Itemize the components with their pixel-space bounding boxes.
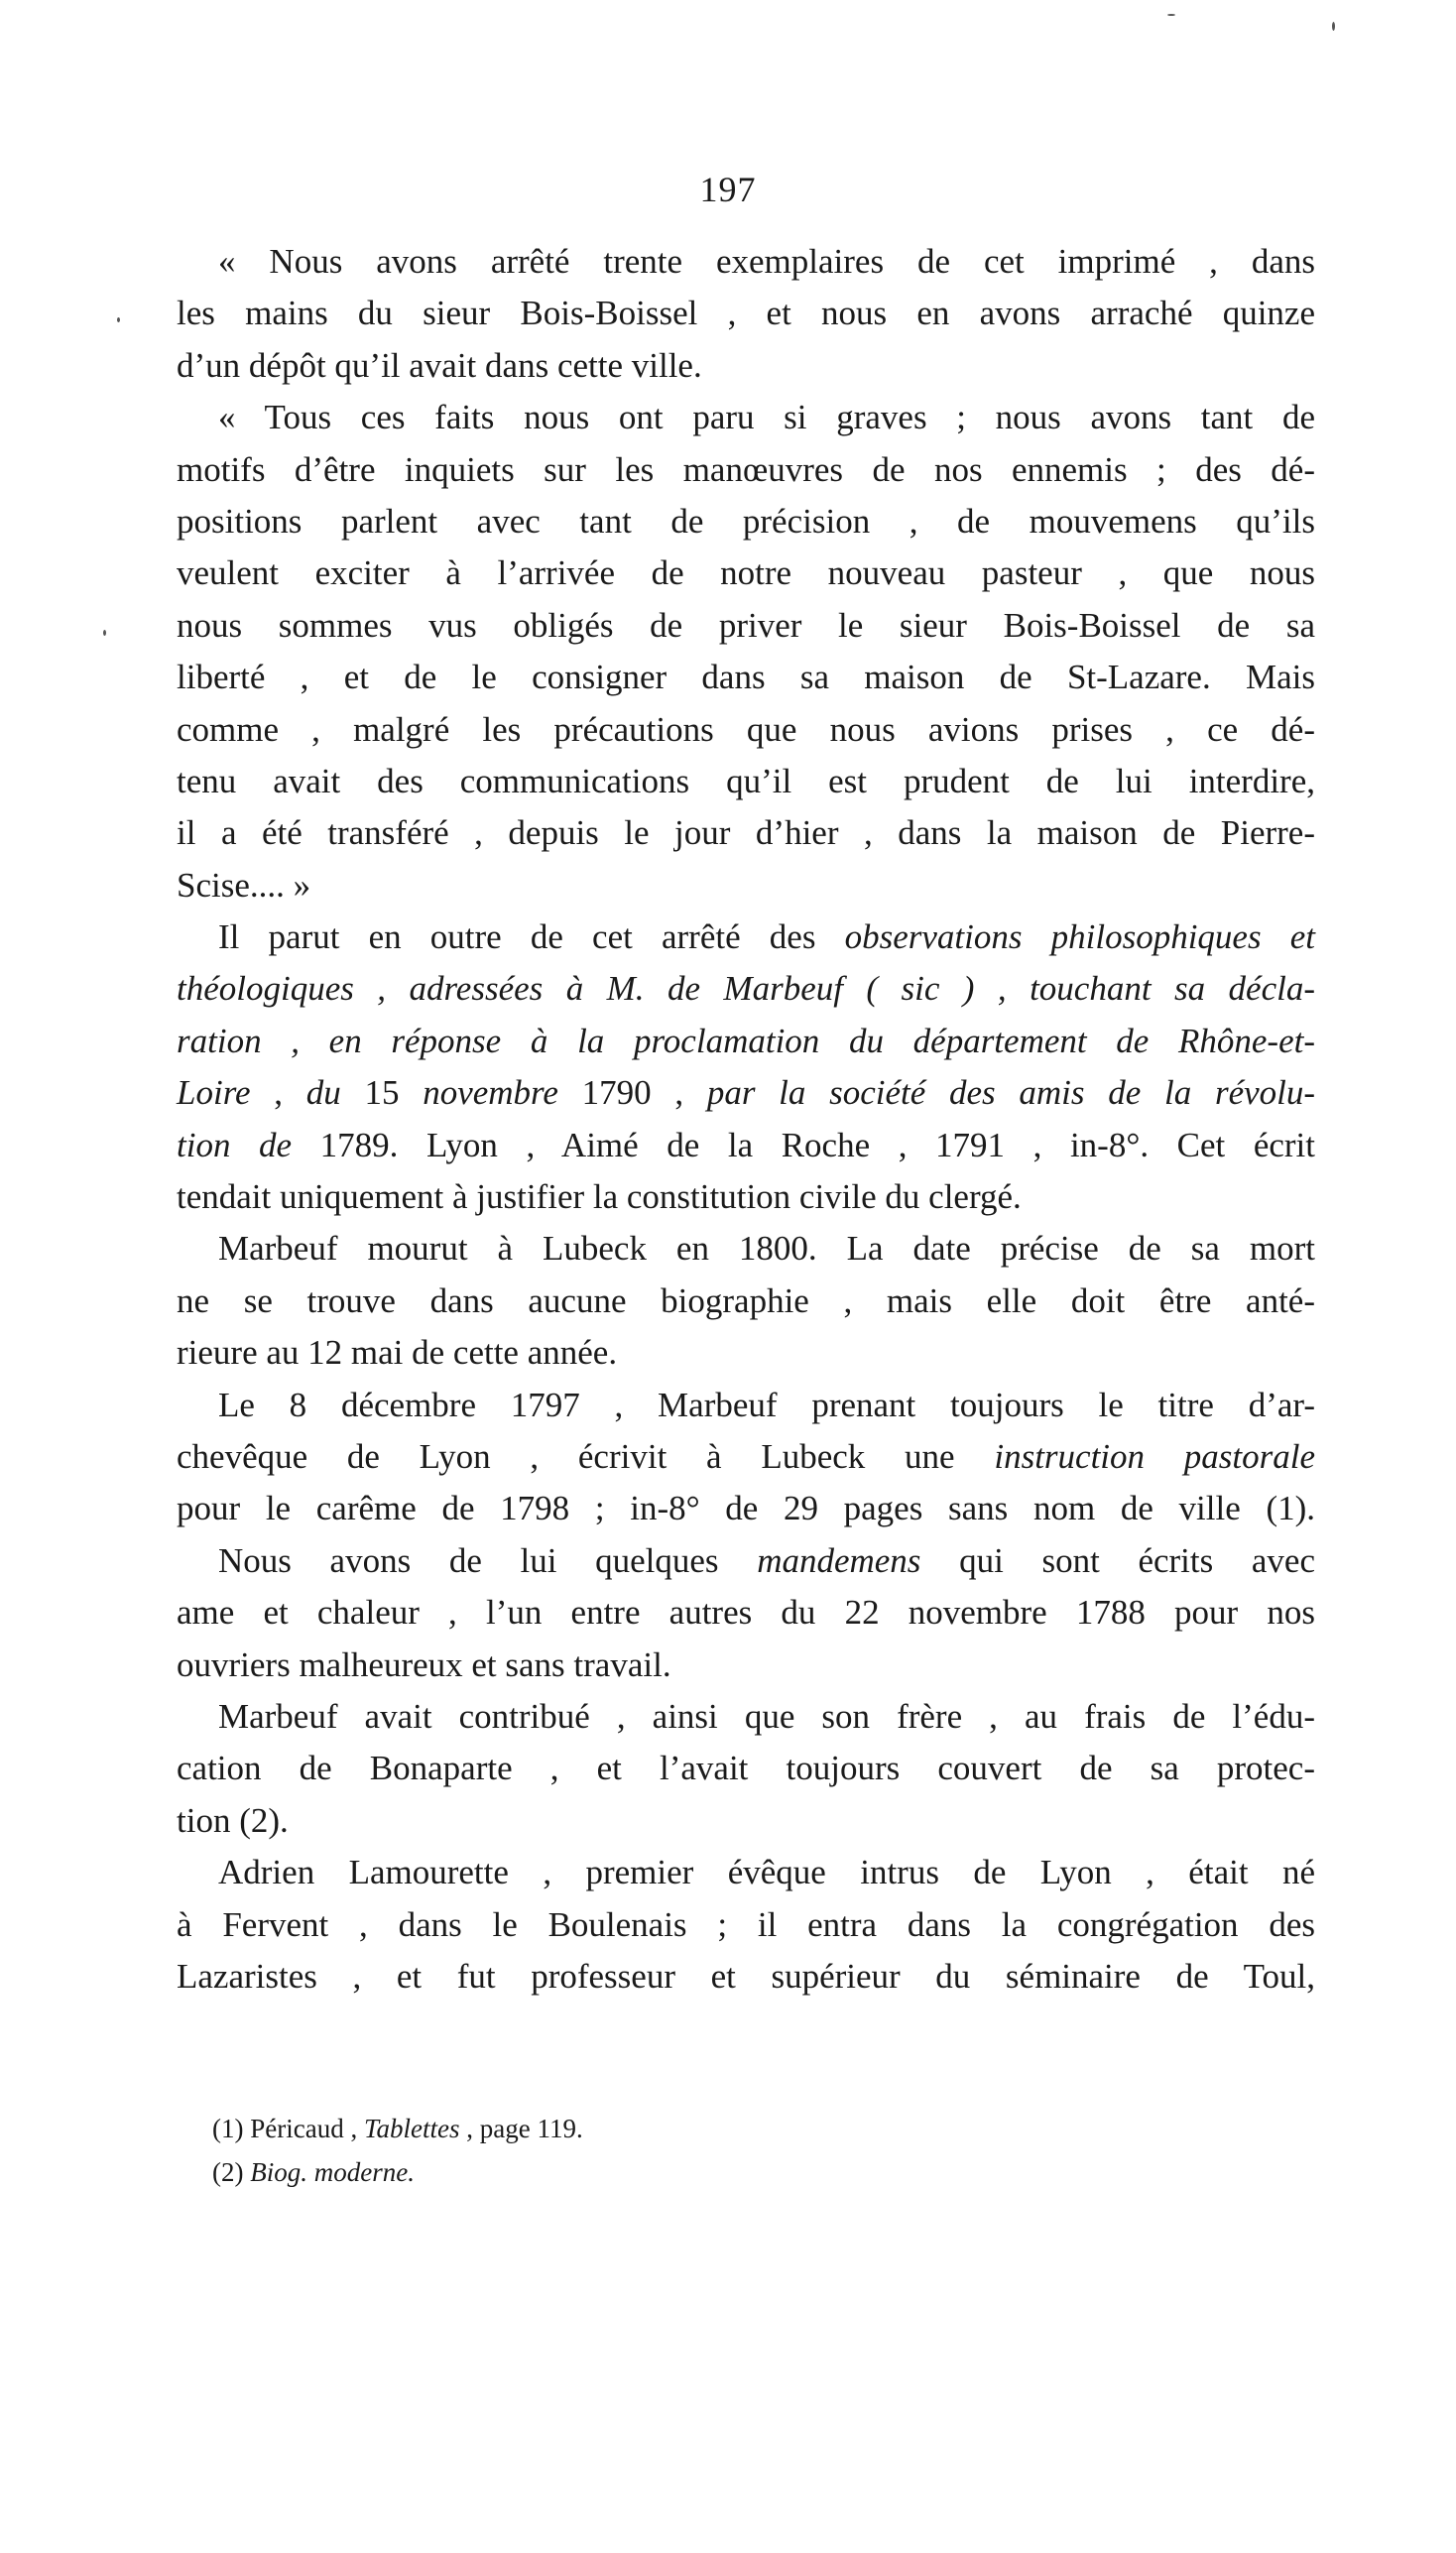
text-run: liberté , et de le consigner dans sa maison de St-Lazare. Mais [177,658,1315,697]
italic-text: du [305,1073,341,1113]
italic-text: par la société des amis de la révolu- [706,1073,1316,1113]
print-speck [1332,22,1335,31]
text-line [177,496,1315,547]
text-line [177,1380,1315,1431]
text-line [177,652,1315,703]
text-run: les mains du sieur Bois-Boissel , et nous en avons arraché quinze [177,294,1315,333]
footnotes [212,2107,1264,2194]
text-run: tion (2). [177,1800,289,1840]
text-line [177,547,1315,599]
text-line [177,860,1315,912]
body-text [177,236,1315,2003]
text-run: comme , malgré les précautions que nous avions prises , ce dé- [177,709,1315,749]
text-line [177,963,1315,1015]
text-run: , page 119. [459,2114,583,2143]
text-line [177,1587,1315,1639]
text-line [177,600,1315,652]
text-run: Scise.... » [177,865,311,905]
text-run: Marbeuf mourut à Lubeck en 1800. La date précise de sa mort [218,1229,1315,1269]
text-line [177,1016,1315,1067]
text-line [177,1795,1315,1847]
text-run: à Fervent , dans le Boulenais ; il entra dans la congrégation des [177,1904,1315,1944]
text-run: positions parlent avec tant de précision , de mouvemens qu’ils [177,501,1315,541]
text-run: Lazaristes , et fut professeur et supérieur du séminaire de Toul, [177,1956,1315,1996]
text-run: veulent exciter à l’arrivée de notre nouveau pasteur , que nous [177,553,1315,593]
text-run: cation de Bonaparte , et l’avait toujours couvert de sa protec- [177,1749,1315,1788]
text-run: qui sont écrits avec [920,1540,1315,1580]
italic-text: mandemens [757,1540,921,1580]
italic-text: observations philosophiques et [844,917,1315,957]
text-run: il a été transféré , depuis le jour d’hier , dans la maison de Pierre- [177,813,1315,853]
text-run: (2) [212,2157,251,2187]
text-line [177,1431,1315,1483]
text-run: (1) Péricaud , [212,2114,364,2143]
text-run: , [250,1073,306,1113]
text-line [177,288,1315,339]
text-run: Il parut en outre de cet arrêté des [218,917,845,957]
text-run: Le 8 décembre 1797 , Marbeuf prenant toujours le titre d’ar- [218,1385,1315,1424]
text-line [177,340,1315,392]
italic-text: ration , en réponse à la proclamation du département de Rhône-et- [177,1021,1315,1060]
text-line [177,1223,1315,1275]
text-run: ouvriers malheureux et sans travail. [177,1644,671,1684]
text-run: 15 [340,1073,424,1113]
text-line [177,1120,1315,1171]
print-speck [117,317,120,322]
text-run: Nous avons de lui quelques [218,1540,758,1580]
text-run: motifs d’être inquiets sur les manœuvres de nos ennemis ; des dé- [177,449,1315,489]
italic-text: instruction pastorale [994,1436,1315,1476]
text-line [177,1327,1315,1379]
italic-text: théologiques , adressées à M. de Marbeuf ( sic ) , touchant sa décla- [177,969,1315,1009]
italic-text: Biog. moderne. [250,2157,415,2187]
text-line [177,1483,1315,1534]
print-speck [1167,14,1175,16]
footnote [212,2107,1264,2150]
page-number: 197 [699,170,757,209]
italic-text: tion de [177,1125,293,1164]
text-run: « Tous ces faits nous ont paru si graves ; nous avons tant de [218,398,1315,437]
text-line [177,236,1315,288]
footnote [212,2150,1264,2194]
text-run: rieure au 12 mai de cette année. [177,1333,618,1373]
text-run: nous sommes vus obligés de priver le sieur Bois-Boissel de sa [177,605,1315,645]
text-line [177,1899,1315,1951]
text-run: ame et chaleur , l’un entre autres du 22 novembre 1788 pour nos [177,1593,1315,1633]
italic-text: Loire [177,1073,251,1113]
text-run: d’un dépôt qu’il avait dans cette ville. [177,345,702,385]
text-run: chevêque de Lyon , écrivit à Lubeck une [177,1436,995,1476]
text-line [177,444,1315,496]
text-line [177,807,1315,859]
text-line [177,1951,1315,2003]
text-run: tendait uniquement à justifier la constitution civile du clergé. [177,1177,1022,1217]
text-line [177,912,1315,963]
text-line [177,1067,1315,1119]
text-run: pour le carême de 1798 ; in-8° de 29 pages sans nom de ville (1). [177,1489,1315,1528]
text-run: tenu avait des communications qu’il est prudent de lui interdire, [177,761,1315,800]
text-line [177,1535,1315,1587]
italic-text: novembre [423,1073,558,1113]
text-run: « Nous avons arrêté trente exemplaires de cet imprimé , dans [218,242,1315,281]
text-run: 1789. Lyon , Aimé de la Roche , 1791 , in-8°. Cet écrit [292,1125,1316,1164]
text-line [177,1276,1315,1327]
print-speck [103,630,106,636]
text-line [177,1847,1315,1898]
text-line [177,1743,1315,1794]
italic-text: Tablettes [363,2114,460,2143]
text-run: ne se trouve dans aucune biographie , mais elle doit être anté- [177,1280,1315,1320]
text-run: Marbeuf avait contribué , ainsi que son frère , au frais de l’édu- [218,1696,1315,1736]
text-line [177,1640,1315,1691]
text-run: Adrien Lamourette , premier évêque intrus de Lyon , était né [218,1853,1315,1892]
text-line [177,392,1315,443]
text-line [177,756,1315,807]
text-line [177,1171,1315,1223]
text-run: 1790 , [557,1073,707,1113]
text-line [177,704,1315,756]
text-line [177,1691,1315,1743]
